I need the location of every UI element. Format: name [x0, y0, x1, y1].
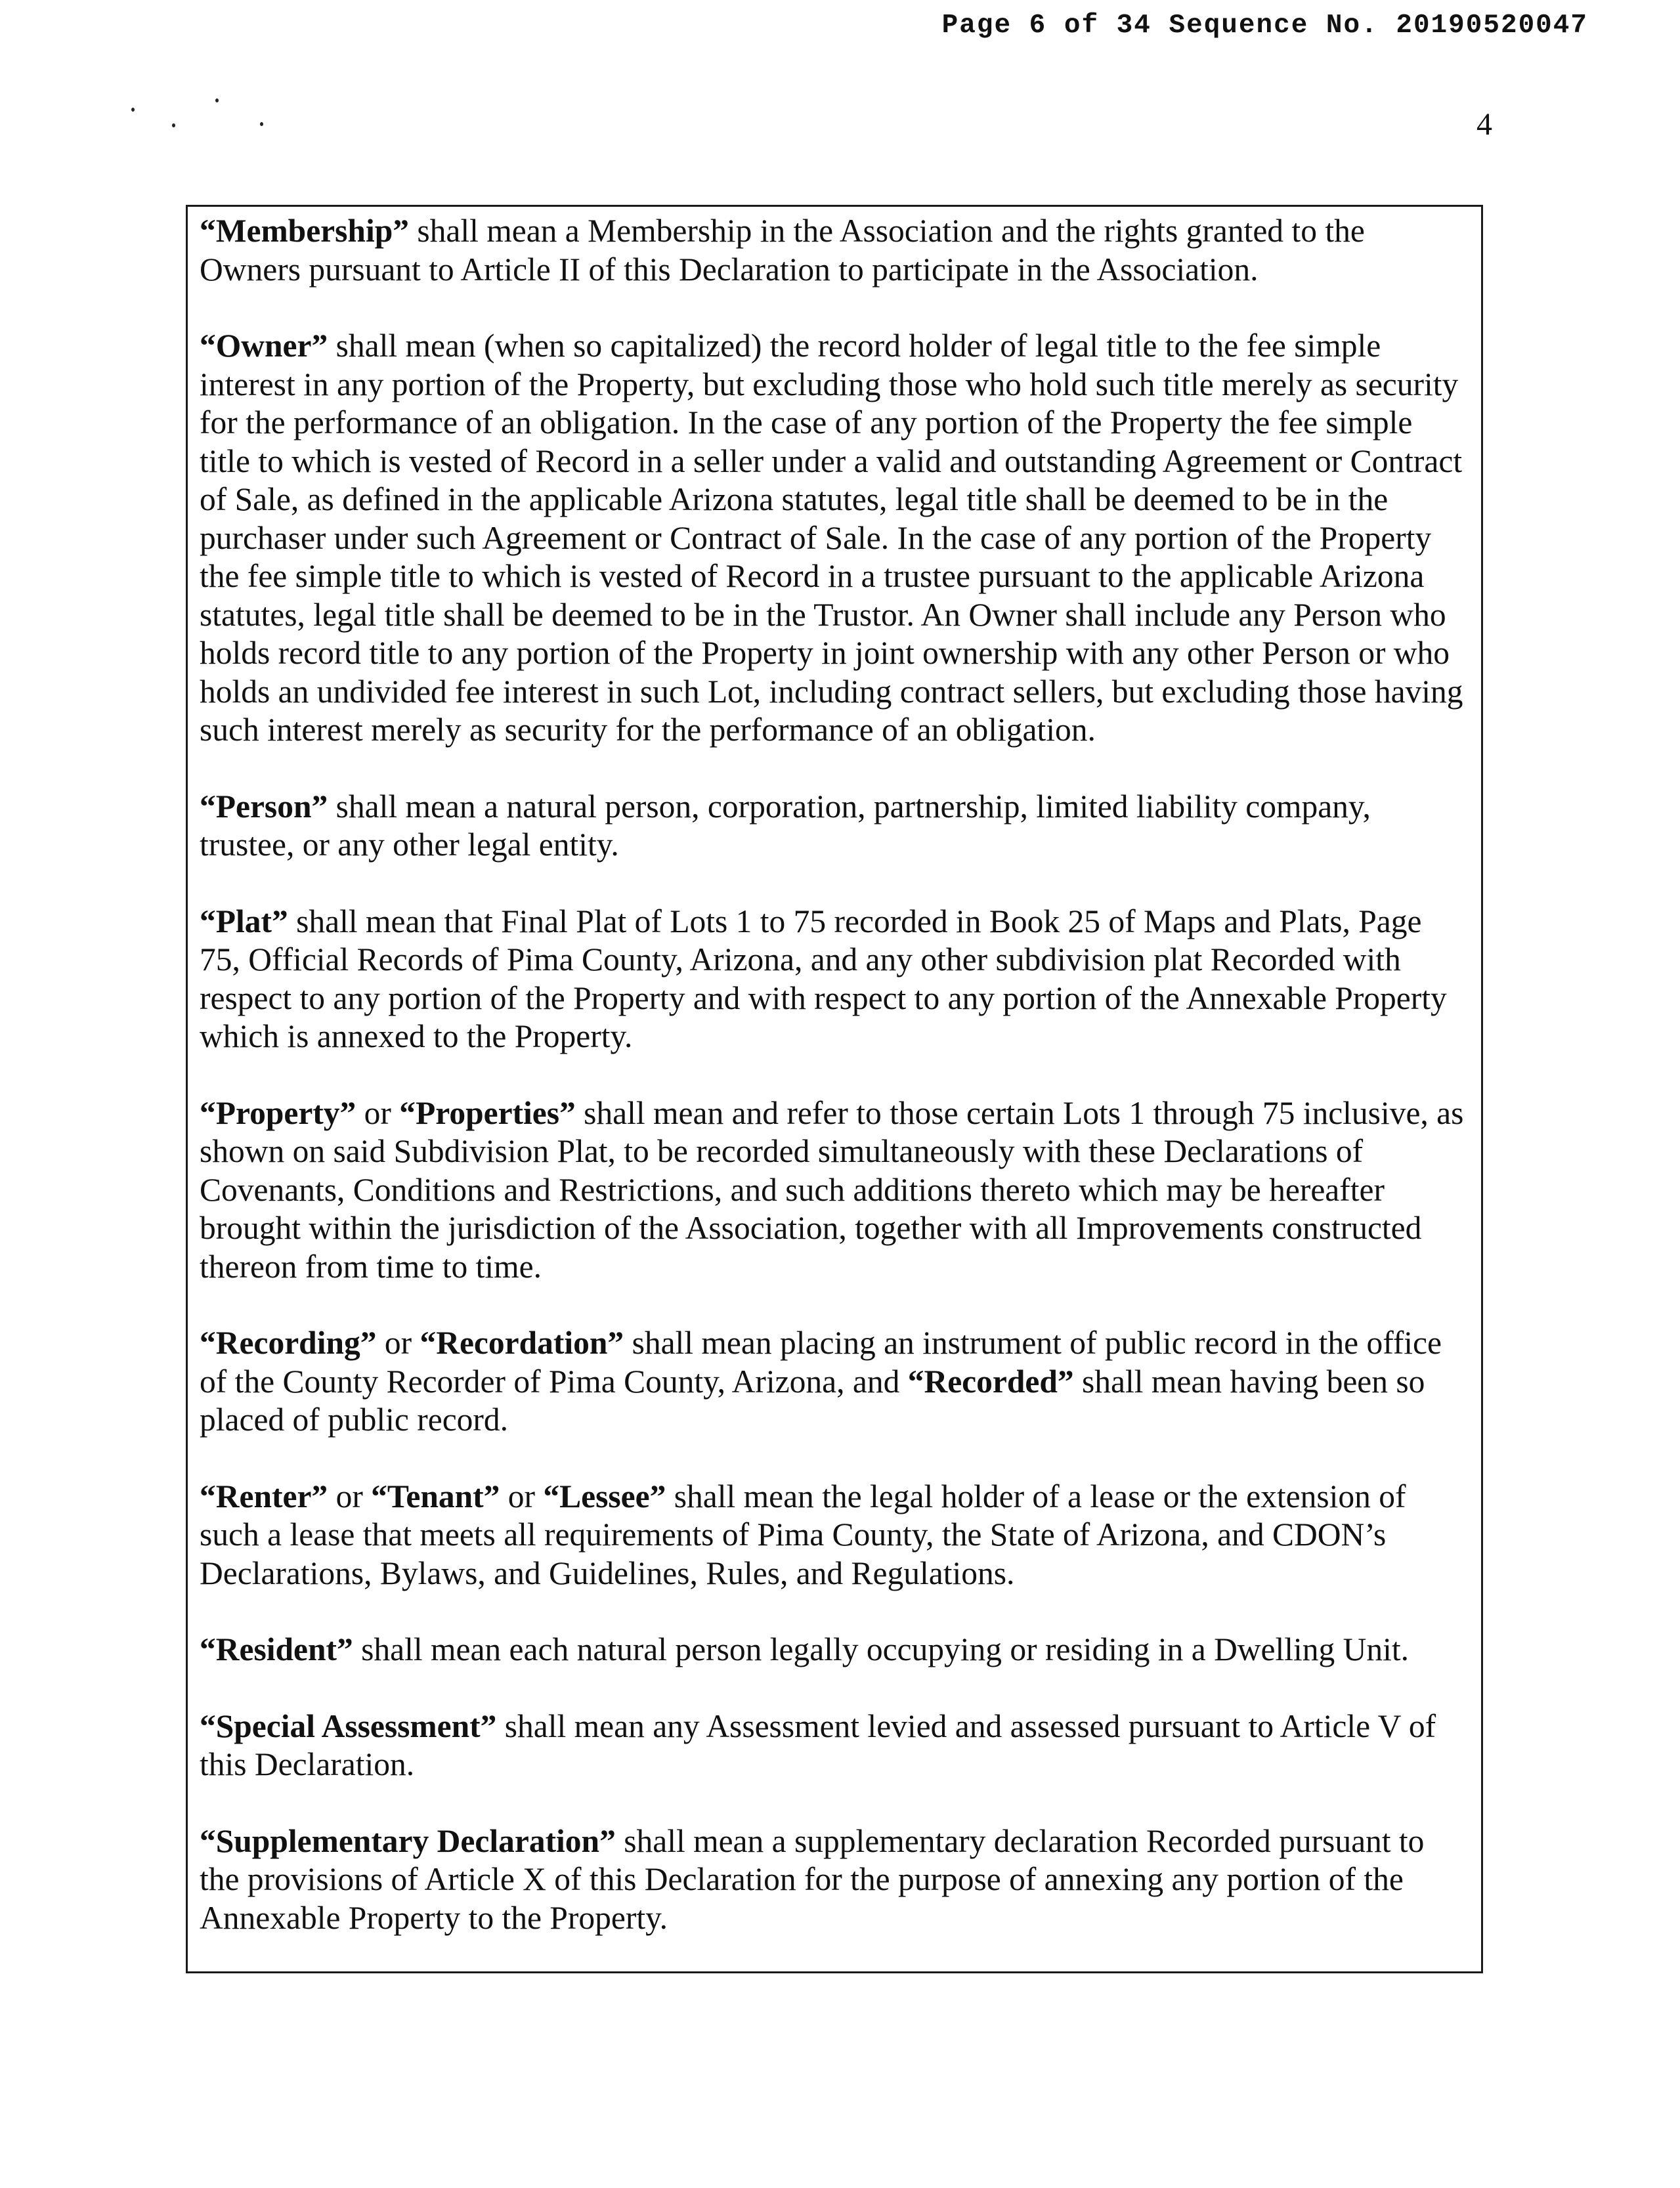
definition-text: shall mean any Assessment levied and assessed pursuant to Article V of this Declaration. — [200, 1707, 1436, 1782]
defined-term: “Property” — [200, 1094, 356, 1131]
definition-text: shall mean a Membership in the Association and the rights granted to the Owners pursuant to Article II of this Declaration to participate in the Association. — [200, 213, 1365, 288]
definition-text: shall mean having been so placed of public record. — [200, 1363, 1425, 1438]
scan-specks — [131, 98, 276, 138]
page-number: 4 — [1476, 107, 1492, 142]
definition-text: shall mean a natural person, corporation, partnership, limited liability company, trustee, or any other legal entity. — [200, 788, 1371, 863]
definition-text: shall mean the legal holder of a lease or the extension of such a lease that meets all requirements of Pima County, the State of Arizona, and CDON’s Declarations, Bylaws, and Guidelines, Rules, and Regulations. — [200, 1478, 1406, 1591]
defined-term: “Owner” — [200, 328, 328, 364]
defined-term: “Renter” — [200, 1478, 328, 1514]
definition-text: or — [356, 1094, 400, 1131]
sequence-stamp: Page 6 of 34 Sequence No. 20190520047 — [941, 11, 1588, 41]
definition-paragraph — [200, 1707, 1467, 1784]
definition-text: or — [376, 1325, 420, 1361]
definition-text: shall mean and refer to those certain Lots 1 through 75 inclusive, as shown on said Subdivision Plat, to be recorded simultaneously with these Declarations of Covenants, Conditions and Restrictions, and such additions thereto which may be hereafter brought within the jurisdiction of the Association, together with all Improvements constructed thereon from time to time. — [200, 1094, 1464, 1285]
definition-text: shall mean (when so capitalized) the record holder of legal title to the fee simple interest in any portion of the Property, but excluding those who hold such title merely as security for the performance of an obligation. In the case of any portion of the Property the fee simple title to which is vested of Record in a seller under a valid and outstanding Agreement or Contract of Sale, as defined in the applicable Arizona statutes, legal title shall be deemed to be in the purchaser under such Agreement or Contract of Sale. In the case of any portion of the Property the fee simple title to which is vested of Record in a trustee pursuant to the applicable Arizona statutes, legal title shall be deemed to be in the Trustor. An Owner shall include any Person who holds record title to any portion of the Property in joint ownership with any other Person or who holds an undivided fee interest in such Lot, including contract sellers, but excluding those having such interest merely as security for the performance of an obligation. — [200, 328, 1463, 748]
definition-paragraph — [200, 1324, 1467, 1440]
defined-term: “Properties” — [399, 1094, 576, 1131]
definition-text: shall mean each natural person legally occupying or residing in a Dwelling Unit. — [353, 1631, 1410, 1667]
defined-term: “Recorded” — [907, 1363, 1074, 1400]
definition-text: shall mean a supplementary declaration Recorded pursuant to the provisions of Article X of this Declaration for the purpose of annexing any portion of the Annexable Property to the Property. — [200, 1822, 1425, 1936]
definition-text: or — [500, 1478, 544, 1514]
definition-paragraph — [200, 212, 1467, 289]
definitions-box — [186, 205, 1483, 1973]
definition-text: shall mean placing an instrument of public record in the office of the County Recorder of Pima County, Arizona, and — [200, 1325, 1442, 1400]
defined-term: “Membership” — [200, 213, 409, 249]
defined-term: “Tenant” — [371, 1478, 500, 1514]
defined-term: “Plat” — [200, 903, 288, 939]
definition-paragraph — [200, 1631, 1467, 1669]
defined-term: “Resident” — [200, 1631, 353, 1667]
definition-paragraph — [200, 903, 1467, 1056]
definition-paragraph — [200, 788, 1467, 865]
defined-term: “Special Assessment” — [200, 1707, 497, 1744]
definition-paragraph — [200, 1094, 1467, 1287]
defined-term: “Lessee” — [543, 1478, 666, 1514]
definition-paragraph — [200, 1822, 1467, 1938]
defined-term: “Person” — [200, 788, 328, 825]
defined-term: “Recordation” — [420, 1325, 624, 1361]
defined-term: “Recording” — [200, 1325, 377, 1361]
definition-text: or — [328, 1478, 372, 1514]
definition-text: shall mean that Final Plat of Lots 1 to 75 recorded in Book 25 of Maps and Plats, Page 75, Official Records of Pima County, Arizona, and any other subdivision plat Recorded with respect to any portion of the Property and with respect to any portion of the Annexable Property which is annexed to the Property. — [200, 903, 1447, 1054]
definition-paragraph — [200, 327, 1467, 750]
defined-term: “Supplementary Declaration” — [200, 1822, 616, 1859]
definition-paragraph — [200, 1478, 1467, 1593]
